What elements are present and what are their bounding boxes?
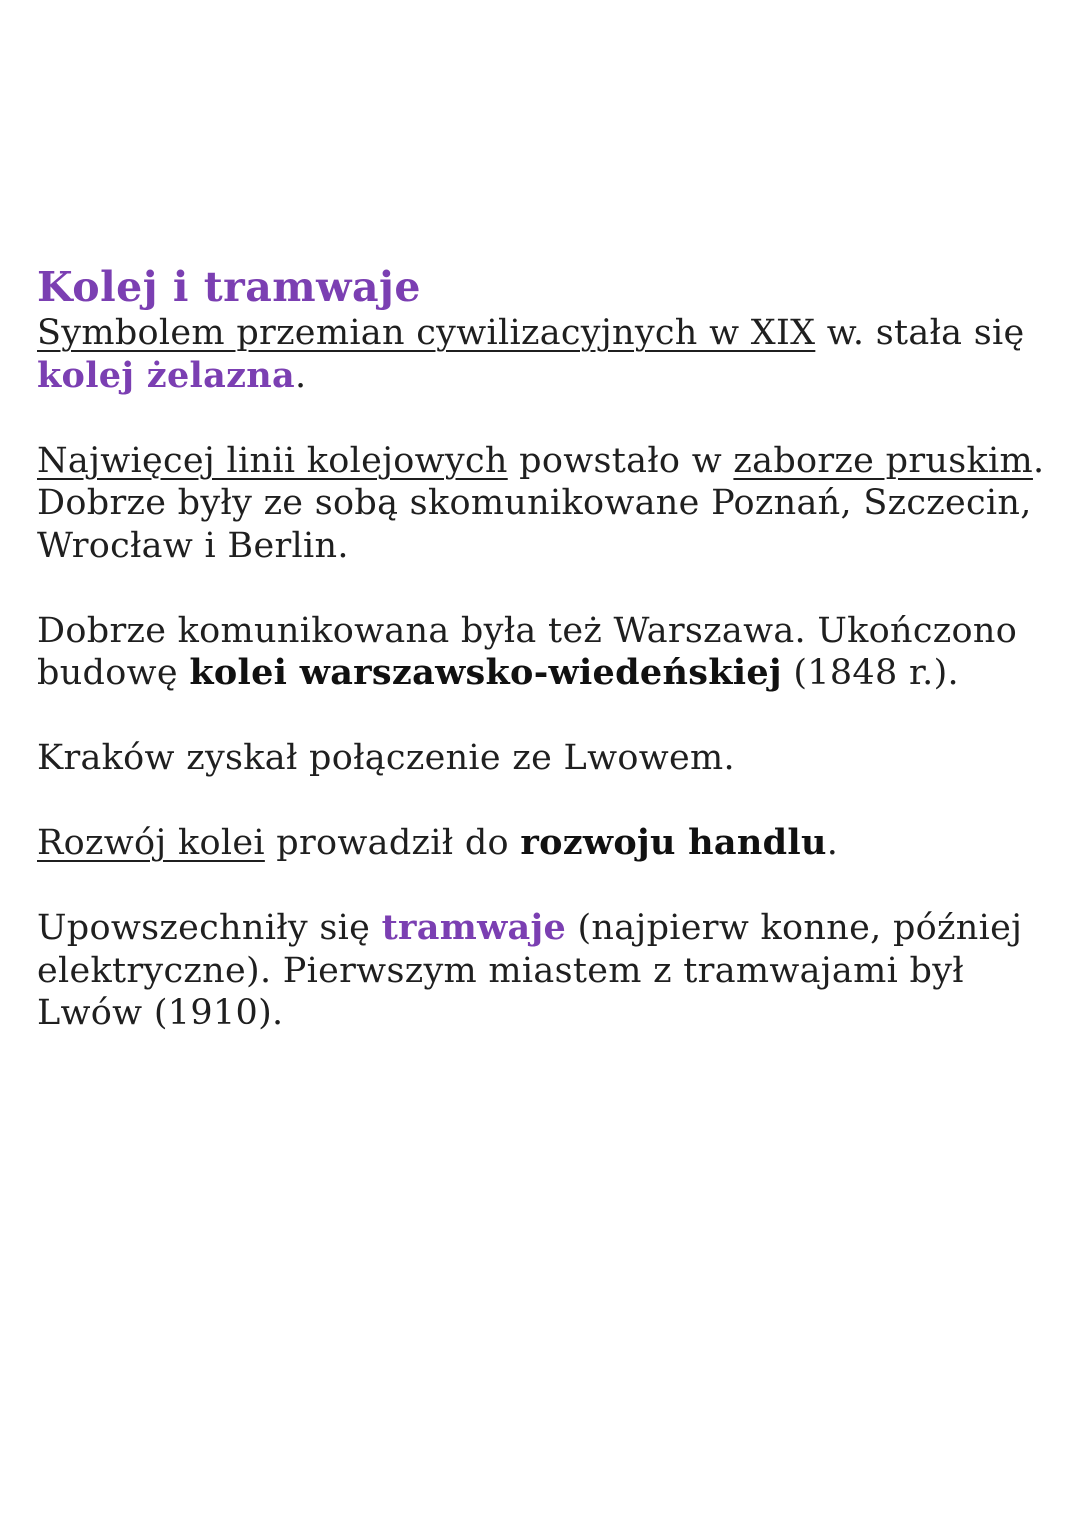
text-span: . <box>295 355 307 396</box>
text-span: . <box>826 823 839 863</box>
paragraph-railway-symbol <box>37 312 1047 397</box>
underlined-phrase: zaborze pruskim <box>733 440 1033 481</box>
paragraph-prussian-lines <box>37 440 1047 568</box>
highlight-term: tramwaje <box>381 907 567 948</box>
paragraph-krakow <box>37 737 1047 780</box>
underlined-phrase: Rozwój kolei <box>37 823 265 863</box>
text-span: Kraków zyskał połączenie ze Lwowem. <box>37 738 735 778</box>
underlined-phrase: Symbolem przemian cywilizacyjnych w XIX <box>37 313 816 353</box>
paragraph-warsaw <box>37 610 1047 695</box>
paragraph-trade <box>37 822 1047 865</box>
note-page <box>37 262 1047 1077</box>
bold-term: kolei warszawsko-wiedeńskiej <box>189 652 782 693</box>
text-span: powstało w <box>507 440 734 481</box>
text-span: Dobrze komunikowana była też Warszawa. Ukończono budowę <box>37 610 1018 693</box>
text-span: (1848 r.). <box>781 653 959 693</box>
page-title: Kolej i tramwaje <box>37 263 421 311</box>
text-span: (najpierw konne, później elektryczne). Pierwszym miastem z tramwajami był Lwów (1910). <box>37 908 1023 1033</box>
text-span: Upowszechniły się <box>37 908 382 948</box>
highlight-term: kolej żelazna <box>37 354 296 396</box>
underlined-phrase: Najwięcej linii kolejowych <box>37 440 508 481</box>
text-span: prowadził do <box>264 823 521 863</box>
text-span: w. stała się <box>815 313 1025 353</box>
text-span: . Dobrze były ze sobą skomunikowane Poznań, Szczecin, Wrocław i Berlin. <box>37 440 1045 566</box>
paragraph-trams <box>37 907 1047 1035</box>
bold-term: rozwoju handlu <box>520 822 827 863</box>
